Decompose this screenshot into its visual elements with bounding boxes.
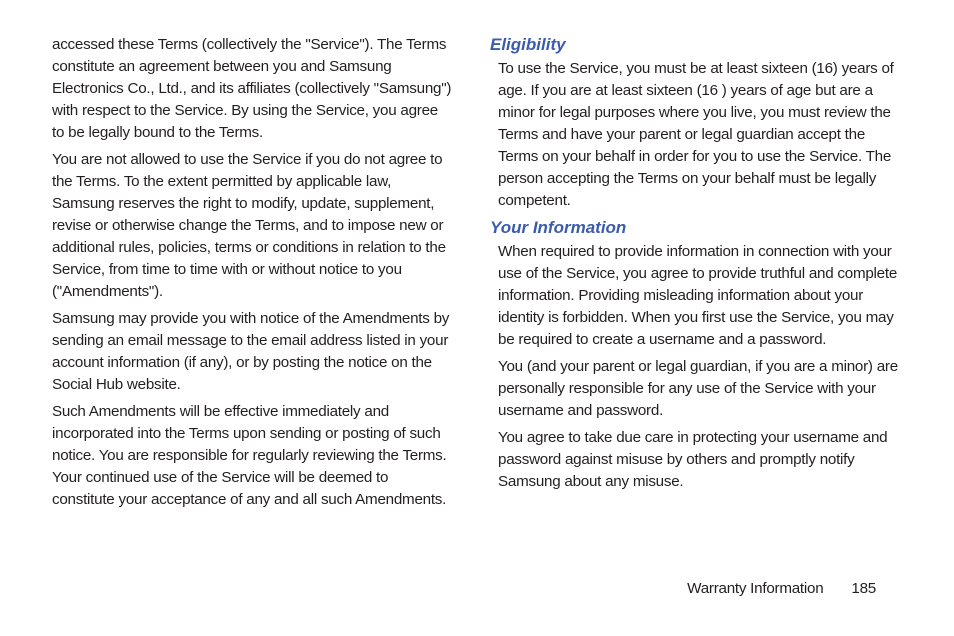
paragraph-truthful-info: When required to provide information in connection with your use of the Service, you agree to provide truthful and complete information. Providing misleading information about your identity is forbidden. When you first use the Service, you may be required to create a username and a password. bbox=[498, 243, 898, 348]
left-column bbox=[52, 34, 454, 516]
page-footer bbox=[687, 578, 876, 600]
footer-section-title: Warranty Information bbox=[687, 580, 824, 597]
paragraph-amendments: You are not allowed to use the Service if you do not agree to the Terms. To the extent permitted by applicable law, Samsung reserves the right to modify, update, supplement, revise or otherwise change the Terms, and to impose new or additional rules, policies, terms or conditions in relation to the Service, from time to time with or without notice to you ("Amendments"). bbox=[52, 151, 446, 300]
page-number: 185 bbox=[851, 580, 876, 597]
right-column bbox=[490, 34, 902, 498]
paragraph-effective: Such Amendments will be effective immediately and incorporated into the Terms upon sending or posting of such notice. You are responsible for regularly reviewing the Terms. Your continued use of the Service will be deemed to constitute your acceptance of any and all such Amendments. bbox=[52, 403, 447, 508]
paragraph-responsibility: You (and your parent or legal guardian, if you are a minor) are personally responsible for any use of the Service with your username and password. bbox=[498, 358, 898, 419]
heading-eligibility: Eligibility bbox=[490, 35, 566, 54]
paragraph-eligibility: To use the Service, you must be at least sixteen (16) years of age. If you are at least sixteen (16 ) years of age but are a minor for legal purposes where you live, you must review the Terms and have your parent or legal guardian accept the Terms on your behalf in order for you to use the Service. The person accepting the Terms on your behalf must be legally competent. bbox=[498, 60, 894, 209]
paragraph-due-care: You agree to take due care in protecting your username and password against misuse by others and promptly notify Samsung about any misuse. bbox=[498, 429, 888, 490]
paragraph-terms-agreement: accessed these Terms (collectively the "Service"). The Terms constitute an agreement between you and Samsung Electronics Co., Ltd., and its affiliates (collectively "Samsung") with respect to the Service. By using the Service, you agree to be legally bound to the Terms. bbox=[52, 36, 452, 141]
paragraph-notice: Samsung may provide you with notice of the Amendments by sending an email message to the email address listed in your account information (if any), or by posting the notice on the Social Hub website. bbox=[52, 310, 450, 393]
heading-your-information: Your Information bbox=[490, 218, 627, 237]
